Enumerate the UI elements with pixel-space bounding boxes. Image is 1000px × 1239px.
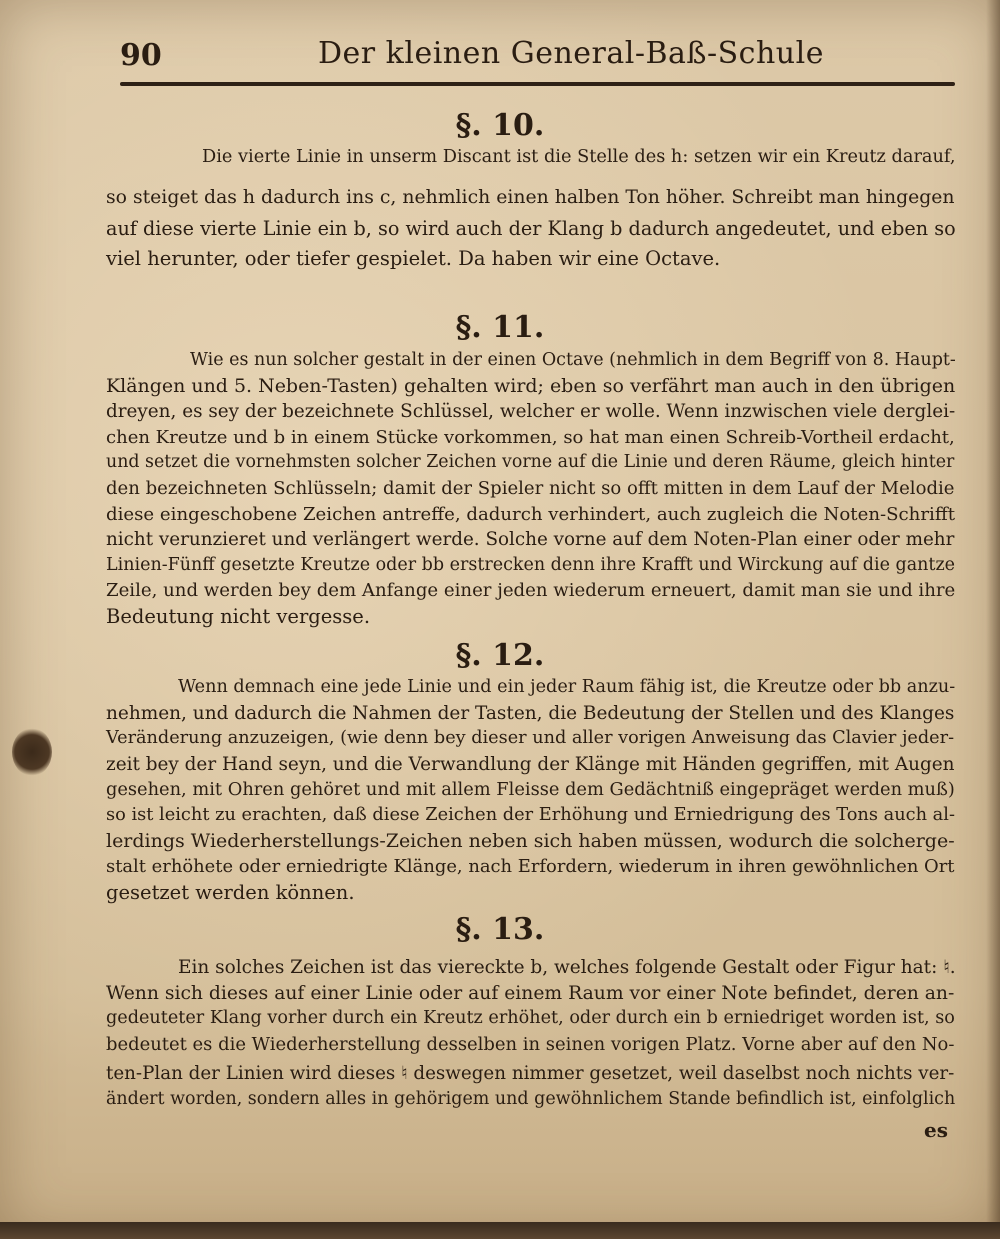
section-heading-13: §. 13. bbox=[455, 912, 545, 947]
text-line: chen Kreutze und b in einem Stücke vorkommen, so hat man einen Schreib-Vortheil erdacht, bbox=[106, 426, 955, 448]
catchword: es bbox=[924, 1118, 948, 1142]
page-bottom-edge bbox=[0, 1222, 1000, 1239]
text-line: den bezeichneten Schlüsseln; damit der Spieler nicht so offt mitten in dem Lauf der Melodie bbox=[106, 477, 955, 499]
text-line: auf diese vierte Linie ein b, so wird auch der Klang b dadurch angedeutet, und eben so bbox=[106, 217, 956, 241]
paragraph-12 bbox=[106, 675, 964, 905]
text-line: viel herunter, oder tiefer gespielet. Da haben wir eine Octave. bbox=[106, 246, 721, 270]
text-line: so ist leicht zu erachten, daß diese Zeichen der Erhöhung und Erniedrigung des Tons auch al- bbox=[106, 804, 955, 825]
text-line: lerdings Wiederherstellungs-Zeichen neben sich haben müssen, wodurch die solcherge- bbox=[106, 829, 955, 852]
text-line: Wie es nun solcher gestalt in der einen Octave (nehmlich in dem Begriff von 8. Haupt- bbox=[190, 350, 956, 370]
text-line: Klängen und 5. Neben-Tasten) gehalten wird; eben so verfährt man auch in den übrigen bbox=[106, 374, 956, 397]
page-edge-shadow bbox=[986, 0, 1000, 1239]
text-line: ändert worden, sondern alles in gehörigem und gewöhnlichem Stande befindlich ist, einfolglich bbox=[106, 1088, 956, 1109]
text-line: Wenn demnach eine jede Linie und ein jeder Raum fähig ist, die Kreutze oder bb anzu- bbox=[178, 677, 956, 697]
text-line: dreyen, es sey der bezeichnete Schlüssel, welcher er wolle. Wenn inzwischen viele derglei- bbox=[106, 401, 956, 423]
paragraph-13 bbox=[106, 955, 964, 1113]
text-line: diese eingeschobene Zeichen antreffe, dadurch verhindert, auch zugleich die Noten-Schrifft bbox=[106, 503, 955, 525]
text-line: Veränderung anzuzeigen, (wie denn bey dieser und aller vorigen Anweisung das Clavier jeder- bbox=[106, 728, 955, 749]
text-line: Ein solches Zeichen ist das viereckte b, welches folgende Gestalt oder Figur hat: ♮. bbox=[178, 957, 956, 978]
text-line: Zeile, und werden bey dem Anfange einer jeden wiederum erneuert, damit man sie und ihre bbox=[106, 580, 956, 602]
text-line: nehmen, und dadurch die Nahmen der Tasten, die Bedeutung der Stellen und des Klanges bbox=[106, 702, 955, 724]
paragraph-11 bbox=[106, 348, 964, 630]
text-line: nicht verunzieret und verlängert werde. Solche vorne auf dem Noten-Plan einer oder mehr bbox=[106, 529, 955, 551]
section-heading-10: §. 10. bbox=[455, 108, 545, 143]
section-heading-11: §. 11. bbox=[455, 310, 545, 345]
text-line: gesetzet werden können. bbox=[106, 880, 355, 904]
text-line: und setzet die vornehmsten solcher Zeichen vorne auf die Linie und deren Räume, gleich hinter bbox=[106, 452, 955, 473]
text-line: zeit bey der Hand seyn, und die Verwandlung der Klänge mit Händen gegriffen, mit Augen bbox=[106, 753, 955, 775]
text-line: bedeutet es die Wiederherstellung desselben in seinen vorigen Platz. Vorne aber auf den No- bbox=[106, 1033, 955, 1055]
paragraph-10 bbox=[106, 145, 964, 271]
text-line: Die vierte Linie in unserm Discant ist die Stelle des h: setzen wir ein Kreutz darauf, bbox=[202, 147, 956, 167]
text-line: gedeuteter Klang vorher durch ein Kreutz erhöhet, oder durch ein b erniedriget worden ist, so bbox=[106, 1008, 955, 1029]
text-line: so steiget das h dadurch ins c, nehmlich einen halben Ton höher. Schreibt man hingegen bbox=[106, 186, 955, 208]
text-line: ten-Plan der Linien wird dieses ♮ deswegen nimmer gesetzet, weil daselbst noch nichts ver- bbox=[106, 1063, 955, 1085]
ink-stain bbox=[12, 728, 52, 776]
header-rule bbox=[120, 82, 955, 86]
text-line: stalt erhöhete oder erniedrigte Klänge, nach Erfordern, wiederum in ihren gewöhnlichen Ort bbox=[106, 856, 955, 878]
page-number: 90 bbox=[120, 38, 162, 73]
text-line: Linien-Fünff gesetzte Kreutze oder bb erstrecken denn ihre Krafft und Wirckung auf die gantze bbox=[106, 554, 956, 575]
text-line: gesehen, mit Ohren gehöret und mit allem Fleisse dem Gedächtniß eingepräget werden muß) bbox=[106, 779, 955, 801]
running-title: Der kleinen General-Baß-Schule bbox=[318, 36, 824, 71]
text-line: Bedeutung nicht vergesse. bbox=[106, 604, 371, 628]
text-line: Wenn sich dieses auf einer Linie oder auf einem Raum vor einer Note befindet, deren an- bbox=[106, 982, 955, 1004]
section-heading-12: §. 12. bbox=[455, 638, 545, 673]
page-header bbox=[120, 30, 955, 76]
